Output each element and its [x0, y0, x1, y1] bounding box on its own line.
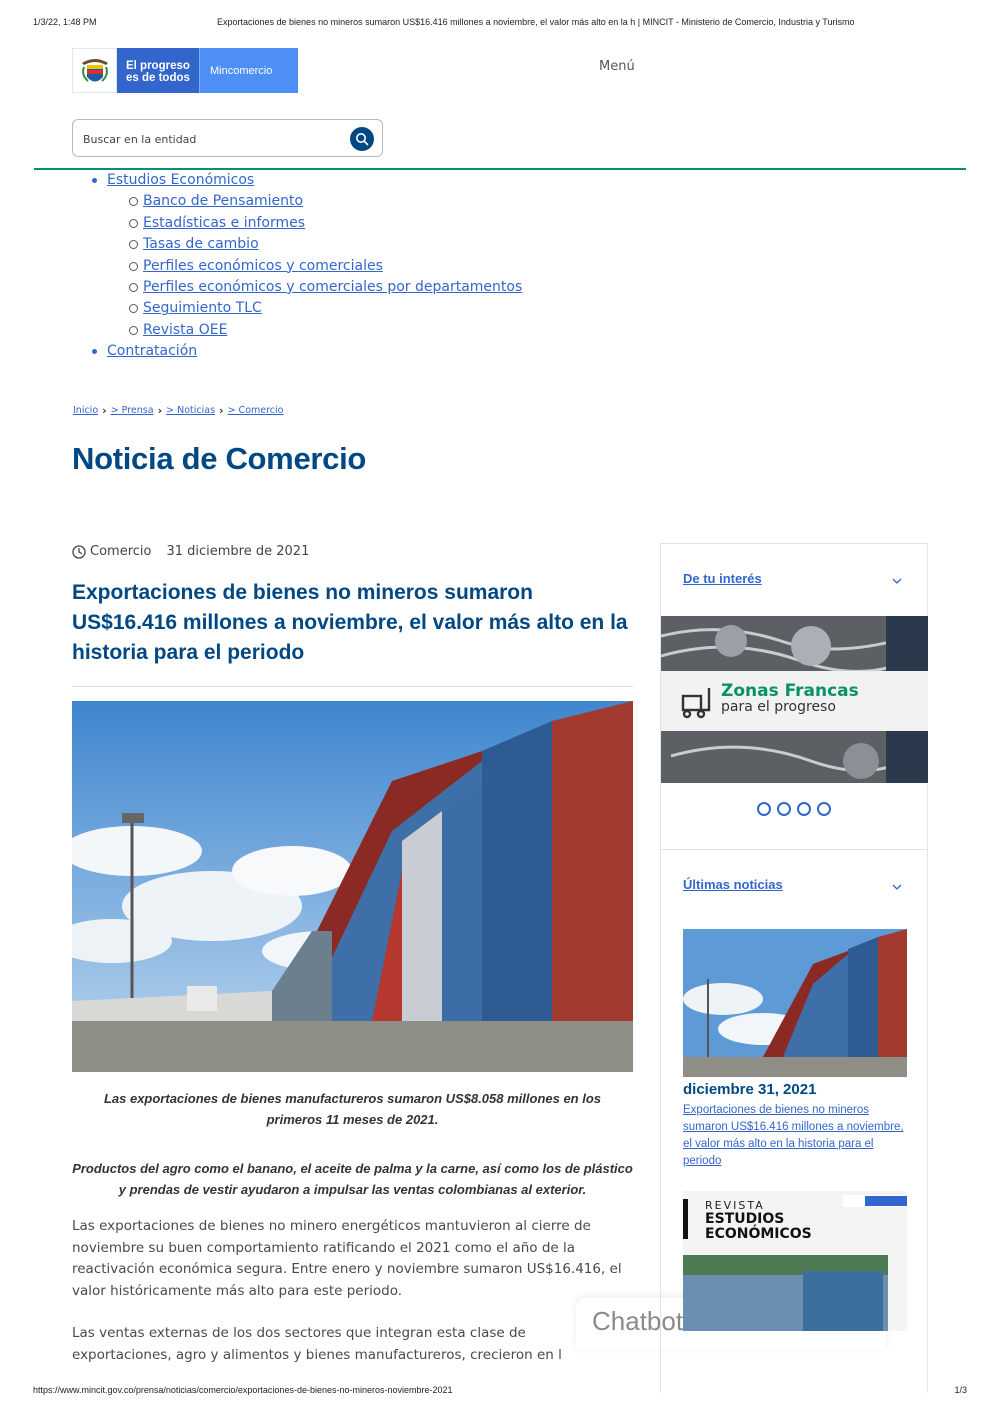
logo-slogan-line1: El progreso [126, 60, 190, 72]
carousel-dot[interactable] [777, 802, 791, 816]
print-header [33, 17, 967, 31]
nav-menu [72, 171, 522, 364]
chevron-down-icon[interactable] [891, 881, 903, 893]
revista-label: REVISTA [705, 1199, 765, 1212]
nav-subitem [72, 257, 522, 278]
banner-title-line2: para el progreso [721, 699, 836, 715]
breadcrumb-separator: › [102, 404, 107, 417]
nav-item-estudios [72, 171, 522, 192]
article-headline: Exportaciones de bienes no mineros sumaron US$16.416 millones a noviembre, el valor más alto en la historia para el periodo [72, 581, 628, 664]
chevron-down-icon[interactable] [891, 575, 903, 587]
news-date: diciembre 31, 2021 [683, 1081, 817, 1098]
search-button[interactable] [350, 127, 374, 151]
chatbot-label: Chatbot [592, 1306, 684, 1336]
nav-item-contratacion [72, 342, 522, 363]
carousel-dot[interactable] [757, 802, 771, 816]
breadcrumb-separator: › [219, 404, 224, 417]
sidebar-divider [661, 849, 927, 850]
nav-link-banco-pensamiento[interactable]: Banco de Pensamiento [143, 193, 304, 210]
nav-link-revista-oee[interactable]: Revista OEE [143, 321, 228, 338]
news-link[interactable]: Exportaciones de bienes no mineros sumaron US$16.416 millones a noviembre, el valor más alto en la historia para el periodo [683, 1104, 904, 1167]
nav-link-contratacion[interactable]: Contratación [107, 343, 198, 360]
print-url: https://www.mincit.gov.co/prensa/noticias/comercio/exportaciones-de-bienes-no-mineros-noviembre-2021 [33, 1385, 453, 1395]
search-input[interactable] [83, 129, 343, 149]
article-meta [72, 544, 309, 559]
nav-subitem [72, 214, 522, 235]
carousel-dot[interactable] [797, 802, 811, 816]
search-box [72, 119, 383, 157]
breadcrumb-separator: › [157, 404, 163, 417]
revista-estudios-economicos-banner[interactable] [683, 1191, 907, 1331]
clock-icon [72, 545, 86, 559]
breadcrumb-comercio[interactable]: > Comercio [227, 405, 284, 416]
print-page-title: Exportaciones de bienes no mineros sumaron US$16.416 millones a noviembre, el valor más alto en la h | MINCIT - Ministerio de Comercio, Industria y Turismo [217, 17, 855, 27]
print-page-number: 1/3 [954, 1385, 967, 1395]
breadcrumb-home[interactable]: Inicio [73, 405, 99, 416]
nav-subitem [72, 299, 522, 320]
nav-link-perfiles-departamentos[interactable]: Perfiles económicos y comerciales por departamentos [143, 278, 523, 295]
sidebar-heading-ultimas[interactable]: Últimas noticias [683, 877, 783, 892]
article-date: 31 diciembre de 2021 [166, 544, 310, 559]
revista-title-1: ESTUDIOS [705, 1211, 785, 1227]
breadcrumb-noticias[interactable]: > Noticias [166, 405, 216, 416]
article-paragraph: Las exportaciones de bienes no minero energéticos mantuvieron al cierre de noviembre su buen comportamiento ratificando el 2021 como el año de la reactivación económica segura. Entre enero y noviembre sumaron US$16.416, el valor históricamente más alto para este periodo. [72, 1218, 622, 1299]
article-photo-containers [72, 701, 633, 1072]
header-divider [34, 168, 966, 170]
logo-slogan [117, 48, 199, 93]
carousel-dots [757, 802, 831, 816]
article-paragraph: Las ventas externas de los dos sectores que integran esta clase de exportaciones, agro y alimentos y bienes manufactureros, crecieron en l [72, 1325, 562, 1363]
breadcrumb-prensa[interactable]: > Prensa [110, 405, 154, 416]
nav-subitem [72, 321, 522, 342]
nav-link-seguimiento-tlc[interactable]: Seguimiento TLC [143, 300, 262, 317]
nav-subitem [72, 235, 522, 256]
nav-link-tasas-cambio[interactable]: Tasas de cambio [143, 236, 259, 253]
search-icon [355, 132, 369, 146]
carousel-dot[interactable] [817, 802, 831, 816]
news-thumbnail[interactable] [683, 929, 907, 1077]
nav-link-perfiles[interactable]: Perfiles económicos y comerciales [143, 257, 383, 274]
nav-subitem [72, 278, 522, 299]
colombia-coat-of-arms-icon [72, 48, 117, 93]
nav-link-estadisticas[interactable]: Estadísticas e informes [143, 214, 306, 231]
menu-button[interactable]: Menú [599, 59, 635, 74]
logo-slogan-line2: es de todos [126, 72, 190, 84]
photo-caption: Las exportaciones de bienes manufactureros sumaron US$8.058 millones en los primeros 11 meses de 2021. [103, 1091, 602, 1127]
nav-link-estudios[interactable]: Estudios Económicos [107, 172, 255, 188]
headline-divider [72, 686, 633, 687]
page-title: Noticia de Comercio [72, 441, 367, 476]
logo-entity: Mincomercio [199, 48, 298, 93]
sidebar-heading-interes[interactable]: De tu interés [683, 571, 762, 586]
banner-title-line1: Zonas Francas [721, 681, 859, 701]
article-category[interactable]: Comercio [90, 544, 152, 559]
zonas-francas-banner[interactable] [661, 616, 928, 783]
site-logo[interactable] [72, 48, 298, 93]
print-date: 1/3/22, 1:48 PM [33, 17, 97, 27]
article-subhead: Productos del agro como el banano, el aceite de palma y la carne, así como los de plástico y prendas de vestir ayudaron a impulsar las ventas colombianas al exterior. [72, 1161, 633, 1197]
revista-title-2: ECONÓMICOS [705, 1226, 812, 1242]
breadcrumb [73, 404, 283, 417]
nav-subitem [72, 192, 522, 213]
print-footer [33, 1385, 967, 1399]
sidebar [660, 543, 928, 1393]
